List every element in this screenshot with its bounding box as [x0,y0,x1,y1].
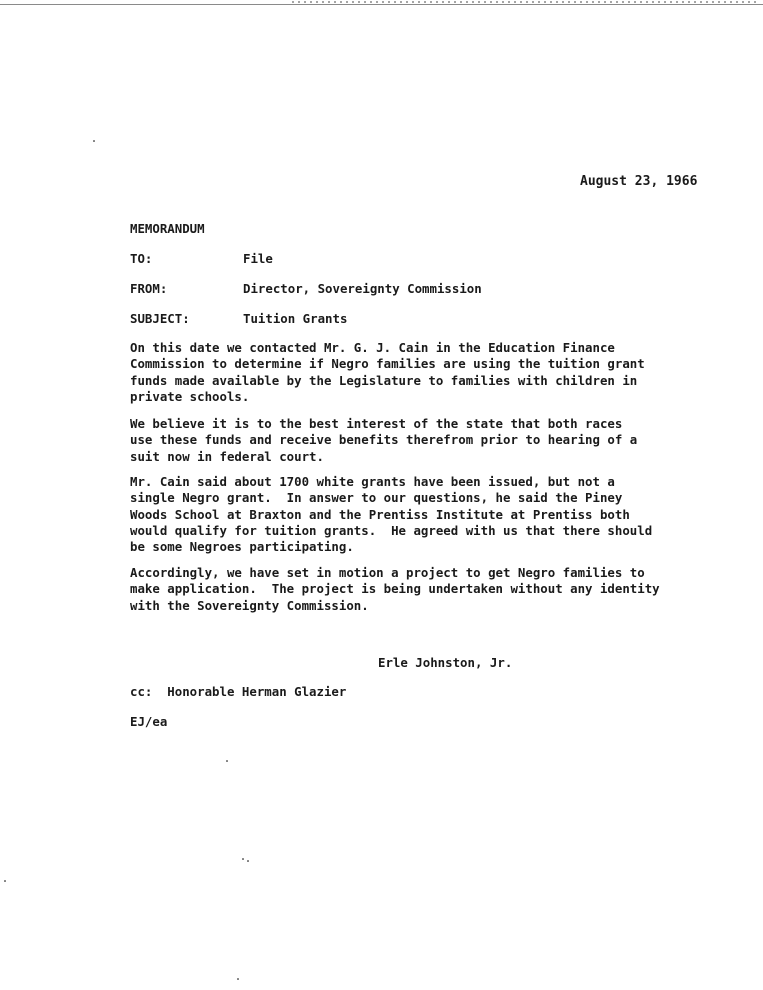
typist-initials: EJ/ea [130,714,168,729]
scan-speck [93,140,95,142]
scan-speck [247,860,249,862]
paragraph-line: private schools. [130,388,250,404]
paragraph-line: Mr. Cain said about 1700 white grants have been issued, but not a [130,474,615,489]
memo-paragraph-1 [130,340,690,405]
top-scan-rule [0,4,763,5]
paragraph-line: with the Sovereignty Commission. [130,597,369,613]
memo-paragraph-2 [130,416,690,465]
paragraph-line: Commission to determine if Negro families are using the tuition grant [130,356,645,372]
scan-speck [237,978,239,980]
from-label: FROM: [130,281,168,296]
paragraph-line: would qualify for tuition grants. He agreed with us that there should [130,522,653,538]
signature-line: Erle Johnston, Jr. [378,655,513,670]
memo-paragraph-3 [130,474,690,555]
paragraph-line: suit now in federal court. [130,448,324,464]
subject-value: Tuition Grants [243,311,348,326]
memo-paragraph-4 [130,565,690,614]
cc-line: cc: Honorable Herman Glazier [130,684,347,699]
memo-heading: MEMORANDUM [130,221,205,236]
scan-speck [242,858,244,860]
paragraph-line: use these funds and receive benefits therefrom prior to hearing of a [130,432,638,448]
paragraph-line: Accordingly, we have set in motion a project to get Negro families to [130,565,645,580]
scan-speck [226,760,228,762]
subject-label: SUBJECT: [130,311,190,326]
paragraph-line: We believe it is to the best interest of the state that both races [130,416,623,431]
memo-date: August 23, 1966 [580,174,698,189]
paragraph-line: funds made available by the Legislature to families with children in [130,372,638,388]
top-scan-dots [290,0,760,4]
paragraph-line: be some Negroes participating. [130,539,354,555]
paragraph-line: make application. The project is being undertaken without any identity [130,581,660,597]
from-value: Director, Sovereignty Commission [243,281,482,296]
paragraph-line: Woods School at Braxton and the Prentiss Institute at Prentiss both [130,506,630,522]
to-label: TO: [130,251,153,266]
paragraph-line: On this date we contacted Mr. G. J. Cain in the Education Finance [130,340,615,355]
to-value: File [243,251,273,266]
paragraph-line: single Negro grant. In answer to our questions, he said the Piney [130,490,623,506]
scan-speck [4,880,6,882]
